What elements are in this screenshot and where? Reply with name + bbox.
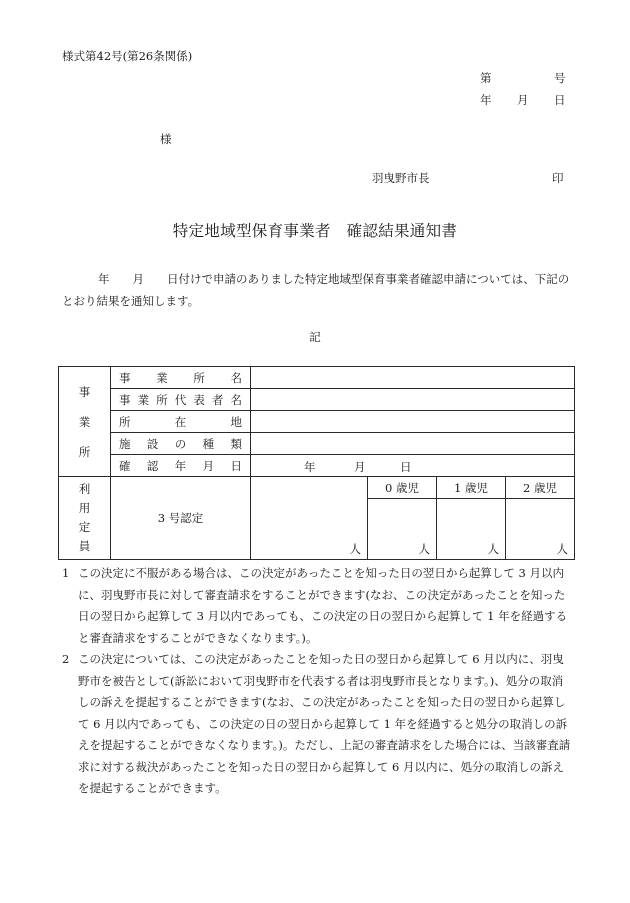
notes-section	[62, 563, 574, 800]
doc-number-prefix: 第	[480, 71, 492, 85]
note-item	[62, 563, 574, 649]
label-char: 名	[230, 370, 242, 385]
label-representative	[111, 389, 251, 411]
capacity-header-char: 利	[78, 482, 91, 496]
value-facility-name	[251, 367, 575, 389]
label-char: の	[174, 436, 187, 451]
label-char: 業	[137, 392, 150, 407]
facility-table	[58, 366, 575, 560]
label-char: 年	[174, 458, 187, 473]
value-address	[251, 411, 575, 433]
value-facility-type	[251, 433, 575, 455]
label-char: 代	[174, 392, 187, 407]
label-char: 名	[230, 392, 242, 407]
label-char: 類	[230, 436, 242, 451]
label-char: 所	[193, 370, 205, 385]
intro-paragraph: 年 月 日付けで申請のありました特定地域型保育事業者確認申請については、下記のとおり結果を通知します。	[62, 272, 570, 308]
doc-date-month: 月	[517, 93, 529, 107]
label-char: 確	[119, 458, 131, 473]
note-number: 2	[62, 652, 70, 666]
label-char: 設	[146, 436, 159, 451]
issuer-name: 羽曳野市長	[372, 171, 430, 185]
age-header-1: 1 歳児	[437, 477, 506, 499]
form-number: 様式第42号(第26条関係)	[62, 49, 193, 63]
label-char: 事	[119, 370, 131, 385]
seal-mark: 印	[552, 171, 564, 185]
confirm-year: 年	[304, 459, 316, 474]
note-text: この決定に不服がある場合は、この決定があったことを知った日の翌日から起算して 3 月以内に、羽曳野市長に対して審査請求をすることができます(なお、この決定があったことを知った日の翌日から起算して 3 月以内であっても、この決定の日の翌日から起算して 1 年を経過すると審査請求をすることができなくなります。)。	[78, 566, 568, 645]
total-capacity-cell	[251, 477, 368, 560]
label-char: 日	[230, 458, 242, 473]
ki-heading: 記	[309, 330, 321, 344]
label-char: 在	[174, 414, 187, 429]
note-number: 1	[62, 566, 70, 580]
label-char: 施	[119, 436, 131, 451]
label-char: 種	[202, 436, 215, 451]
label-char: 月	[202, 458, 215, 473]
certification-label: 3 号認定	[111, 477, 251, 560]
unit-label: 人	[418, 542, 430, 556]
document-title: 特定地域型保育事業者 確認結果通知書	[172, 222, 458, 240]
label-char: 事	[119, 392, 131, 407]
note-text: この決定については、この決定があったことを知った日の翌日から起算して 6 月以内に、羽曳野市を被告として(訴訟において羽曳野市を代表する者は羽曳野市長となります。)、処分の取消しの訴えを提起することができます(なお、この決定があったことを知った日の翌日から起算して 6 月以内であっても、この決定の日の翌日から起算して 1 年を経過すると処分の取消しの訴えを提起することができなくなります。)。ただし、上記の審査請求をした場合には、当該審査請求に対する裁決があったことを知った日の翌日から起算して 6 月以内に、処分の取消しの訴えを提起することができます。	[78, 652, 571, 795]
confirm-day: 日	[400, 459, 412, 474]
confirm-month: 月	[354, 459, 366, 474]
note-item	[62, 649, 574, 800]
label-facility-type	[111, 433, 251, 455]
value-representative	[251, 389, 575, 411]
doc-date-year: 年	[480, 93, 492, 107]
doc-number-suffix: 号	[554, 71, 566, 85]
capacity-header-char: 用	[78, 501, 91, 515]
doc-date-day: 日	[554, 93, 566, 107]
label-char: 者	[211, 392, 224, 407]
age-header-2: 2 歳児	[506, 477, 575, 499]
label-char: 認	[146, 458, 159, 473]
label-char: 表	[193, 392, 205, 407]
age-header-0: 0 歳児	[368, 477, 437, 499]
facility-header-char: 所	[78, 444, 91, 459]
unit-label: 人	[556, 542, 568, 556]
facility-header-char: 事	[78, 384, 91, 399]
label-confirm-date	[111, 455, 251, 477]
label-char: 業	[156, 370, 168, 385]
label-char: 所	[156, 392, 168, 407]
unit-label: 人	[487, 542, 499, 556]
unit-label: 人	[349, 542, 361, 556]
age-1-capacity	[437, 499, 506, 560]
label-address	[111, 411, 251, 433]
value-confirm-date	[251, 455, 575, 477]
age-0-capacity	[368, 499, 437, 560]
capacity-header-char: 定	[78, 520, 91, 534]
label-facility-name	[111, 367, 251, 389]
capacity-header-cell	[59, 477, 111, 560]
label-char: 地	[230, 414, 242, 429]
capacity-header-char: 員	[78, 539, 91, 553]
facility-header-char: 業	[78, 414, 91, 429]
recipient-line: 様	[160, 132, 172, 146]
label-char: 所	[119, 414, 131, 429]
facility-header-cell	[59, 367, 111, 477]
age-2-capacity	[506, 499, 575, 560]
